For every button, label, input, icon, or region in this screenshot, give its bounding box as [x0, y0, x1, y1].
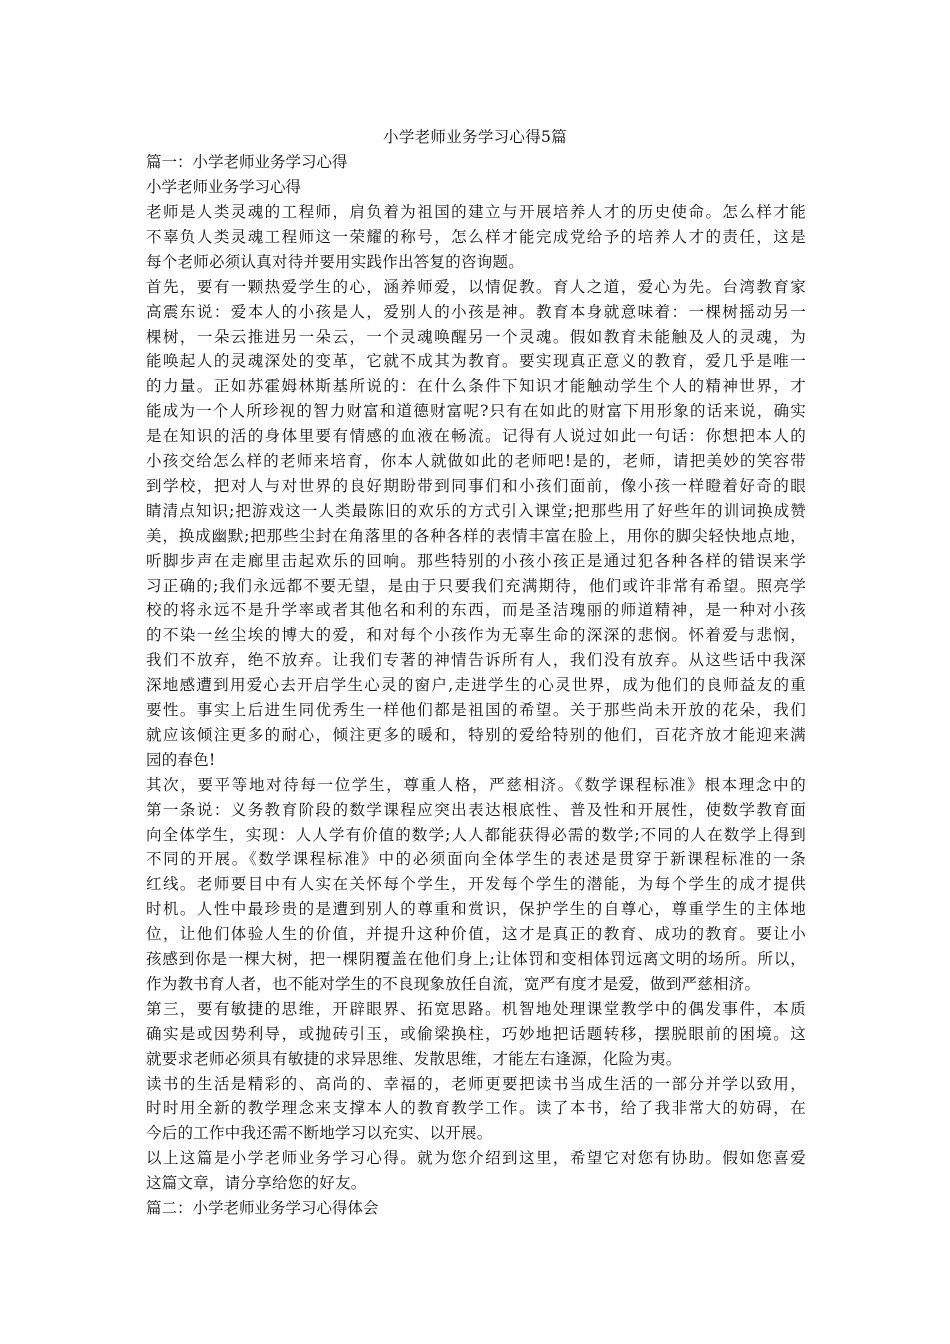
paragraph-line: 首先，要有一颗热爱学生的心，涵养师爱，以情促教。育人之道，爱心为先。台湾教育家	[146, 277, 806, 296]
paragraph-line: 读书的生活是精彩的、高尚的、幸福的，老师更要把读书当成生活的一部分并学以致用，	[146, 1074, 806, 1093]
paragraph-line: 老师是人类灵魂的工程师，肩负着为祖国的建立与开展培养人才的历史使命。怎么样才能	[146, 203, 806, 221]
paragraph-line: 习正确的;我们永远都不要无望，是由于只要我们充满期待，他们或许非常有希望。照亮学	[146, 576, 806, 595]
section-2-heading: 篇二：小学老师业务学习心得体会	[146, 1199, 379, 1217]
paragraph-line: 每个老师必须认真对待并要用实践作出答复的咨询题。	[146, 252, 525, 271]
paragraph-line: 向全体学生，实现：人人学有价值的数学;人人都能获得必需的数学;不同的人在数学上得到	[146, 825, 806, 844]
paragraph-line: 第一条说：义务教育阶段的数学课程应突出表达根底性、普及性和开展性，使数学教育面	[146, 800, 806, 819]
paragraph-line: 要性。事实上后进生同优秀生一样他们都是祖国的希望。关于那些尚未开放的花朵，我们	[146, 701, 806, 719]
paragraph-line: 作为教书育人者，也不能对学生的不良现象放任自流，宽严有度才是爱，做到严慈相济。	[146, 974, 761, 993]
paragraph-line: 高震东说：爱本人的小孩是人，爱别人的小孩是神。教育本身就意味着：一棵树摇动另一	[146, 302, 806, 321]
paragraph-line: 是在知识的活的身体里要有情感的血液在畅流。记得有人说过如此一句话：你想把本人的	[146, 427, 806, 446]
paragraph-line: 这篇文章，请分享给您的好友。	[146, 1174, 367, 1193]
paragraph-line: 确实是或因势利导，或抛砖引玉，或偷梁换柱，巧妙地把话题转移，摆脱眼前的困境。这	[146, 1024, 806, 1043]
section-1-subheading: 小学老师业务学习心得	[146, 178, 302, 196]
document-title: 小学老师业务学习心得5篇	[383, 128, 567, 146]
paragraph-line: 我们不放弃，绝不放弃。让我们专著的神情告诉所有人，我们没有放弃。从这些话中我深	[146, 651, 806, 670]
paragraph-line: 棵树，一朵云推进另一朵云，一个灵魂唤醒另一个灵魂。假如教育未能触及人的灵魂，为	[146, 327, 806, 346]
paragraph-line: 小孩交给怎么样的老师来培育，你本人就做如此的老师吧!是的，老师，请把美妙的笑容带	[146, 452, 806, 470]
paragraph-line: 能唤起人的灵魂深处的变革，它就不成其为教育。要实现真正意义的教育，爱几乎是唯一	[146, 352, 806, 371]
section-1-heading: 篇一：小学老师业务学习心得	[146, 153, 348, 171]
paragraph-line: 就应该倾注更多的耐心，倾注更多的暖和，特别的爱给特别的他们，百花齐放才能迎来满	[146, 725, 806, 744]
paragraph-line: 其次，要平等地对待每一位学生，尊重人格，严慈相济。《数学课程标准》根本理念中的	[146, 775, 806, 794]
paragraph-line: 校的将永远不是升学率或者其他名和利的东西，而是圣洁瑰丽的师道精神，是一种对小孩	[146, 601, 806, 620]
paragraph-line: 孩感到你是一棵大树，把一棵阴覆盖在他们身上;让体罚和变相体罚远离文明的场所。所以，	[146, 950, 806, 968]
paragraph-line: 的不染一丝尘埃的博大的爱，和对每个小孩作为无辜生命的深深的悲悯。怀着爱与悲悯，	[146, 626, 806, 645]
paragraph-line: 能成为一个人所珍视的智力财富和道德财富呢?只有在如此的财富下用形象的话来说，确实	[146, 402, 806, 421]
paragraph-line: 深地感遭到用爱心去开启学生心灵的窗户,走进学生的心灵世界，成为他们的良师益友的重	[146, 676, 806, 695]
paragraph-line: 以上这篇是小学老师业务学习心得。就为您介绍到这里，希望它对您有协助。假如您喜爱	[146, 1149, 806, 1168]
paragraph-line: 园的春色!	[146, 750, 216, 769]
paragraph-line: 不辜负人类灵魂工程师这一荣耀的称号，怎么样才能完成党给予的培养人才的责任，这是	[146, 227, 806, 246]
paragraph-line: 时机。人性中最珍贵的是遭到别人的尊重和赏识，保护学生的自尊心，尊重学生的主体地	[146, 900, 806, 919]
paragraph-line: 听脚步声在走廊里击起欢乐的回响。那些特别的小孩小孩正是通过犯各种各样的错误来学	[146, 551, 806, 570]
paragraph-line: 美，换成幽默;把那些尘封在角落里的各种各样的表情丰富在脸上，用你的脚尖轻快地点地，	[146, 526, 806, 545]
paragraph-line: 的力量。正如苏霍姆林斯基所说的：在什么条件下知识才能触动学生个人的精神世界，才	[146, 377, 806, 396]
paragraph-line: 时时用全新的教学理念来支撑本人的教育教学工作。读了本书，给了我非常大的妨碍，在	[146, 1099, 806, 1118]
paragraph-line: 今后的工作中我还需不断地学习以充实、以开展。	[146, 1124, 493, 1143]
paragraph-line: 第三，要有敏捷的思维，开辟眼界、拓宽思路。机智地处理课堂教学中的偶发事件，本质	[146, 999, 806, 1018]
paragraph-line: 不同的开展。《数学课程标准》中的必须面向全体学生的表述是贯穿于新课程标准的一条	[146, 850, 806, 869]
paragraph-line: 睛清点知识;把游戏这一人类最陈旧的欢乐的方式引入课堂;把那些用了好些年的训词换成赞	[146, 501, 806, 520]
paragraph-line: 红线。老师要目中有人实在关怀每个学生，开发每个学生的潜能，为每个学生的成才提供	[146, 875, 806, 894]
paragraph-line: 到学校，把对人与对世界的良好期盼带到同事们和小孩们面前，像小孩一样瞪着好奇的眼	[146, 476, 806, 495]
paragraph-line: 就要求老师必须具有敏捷的求异思维、发散思维，才能左右逢源，化险为夷。	[146, 1049, 682, 1068]
paragraph-line: 位，让他们体验人生的价值，并提升这种价值，这才是真正的教育、成功的教育。要让小	[146, 925, 806, 944]
